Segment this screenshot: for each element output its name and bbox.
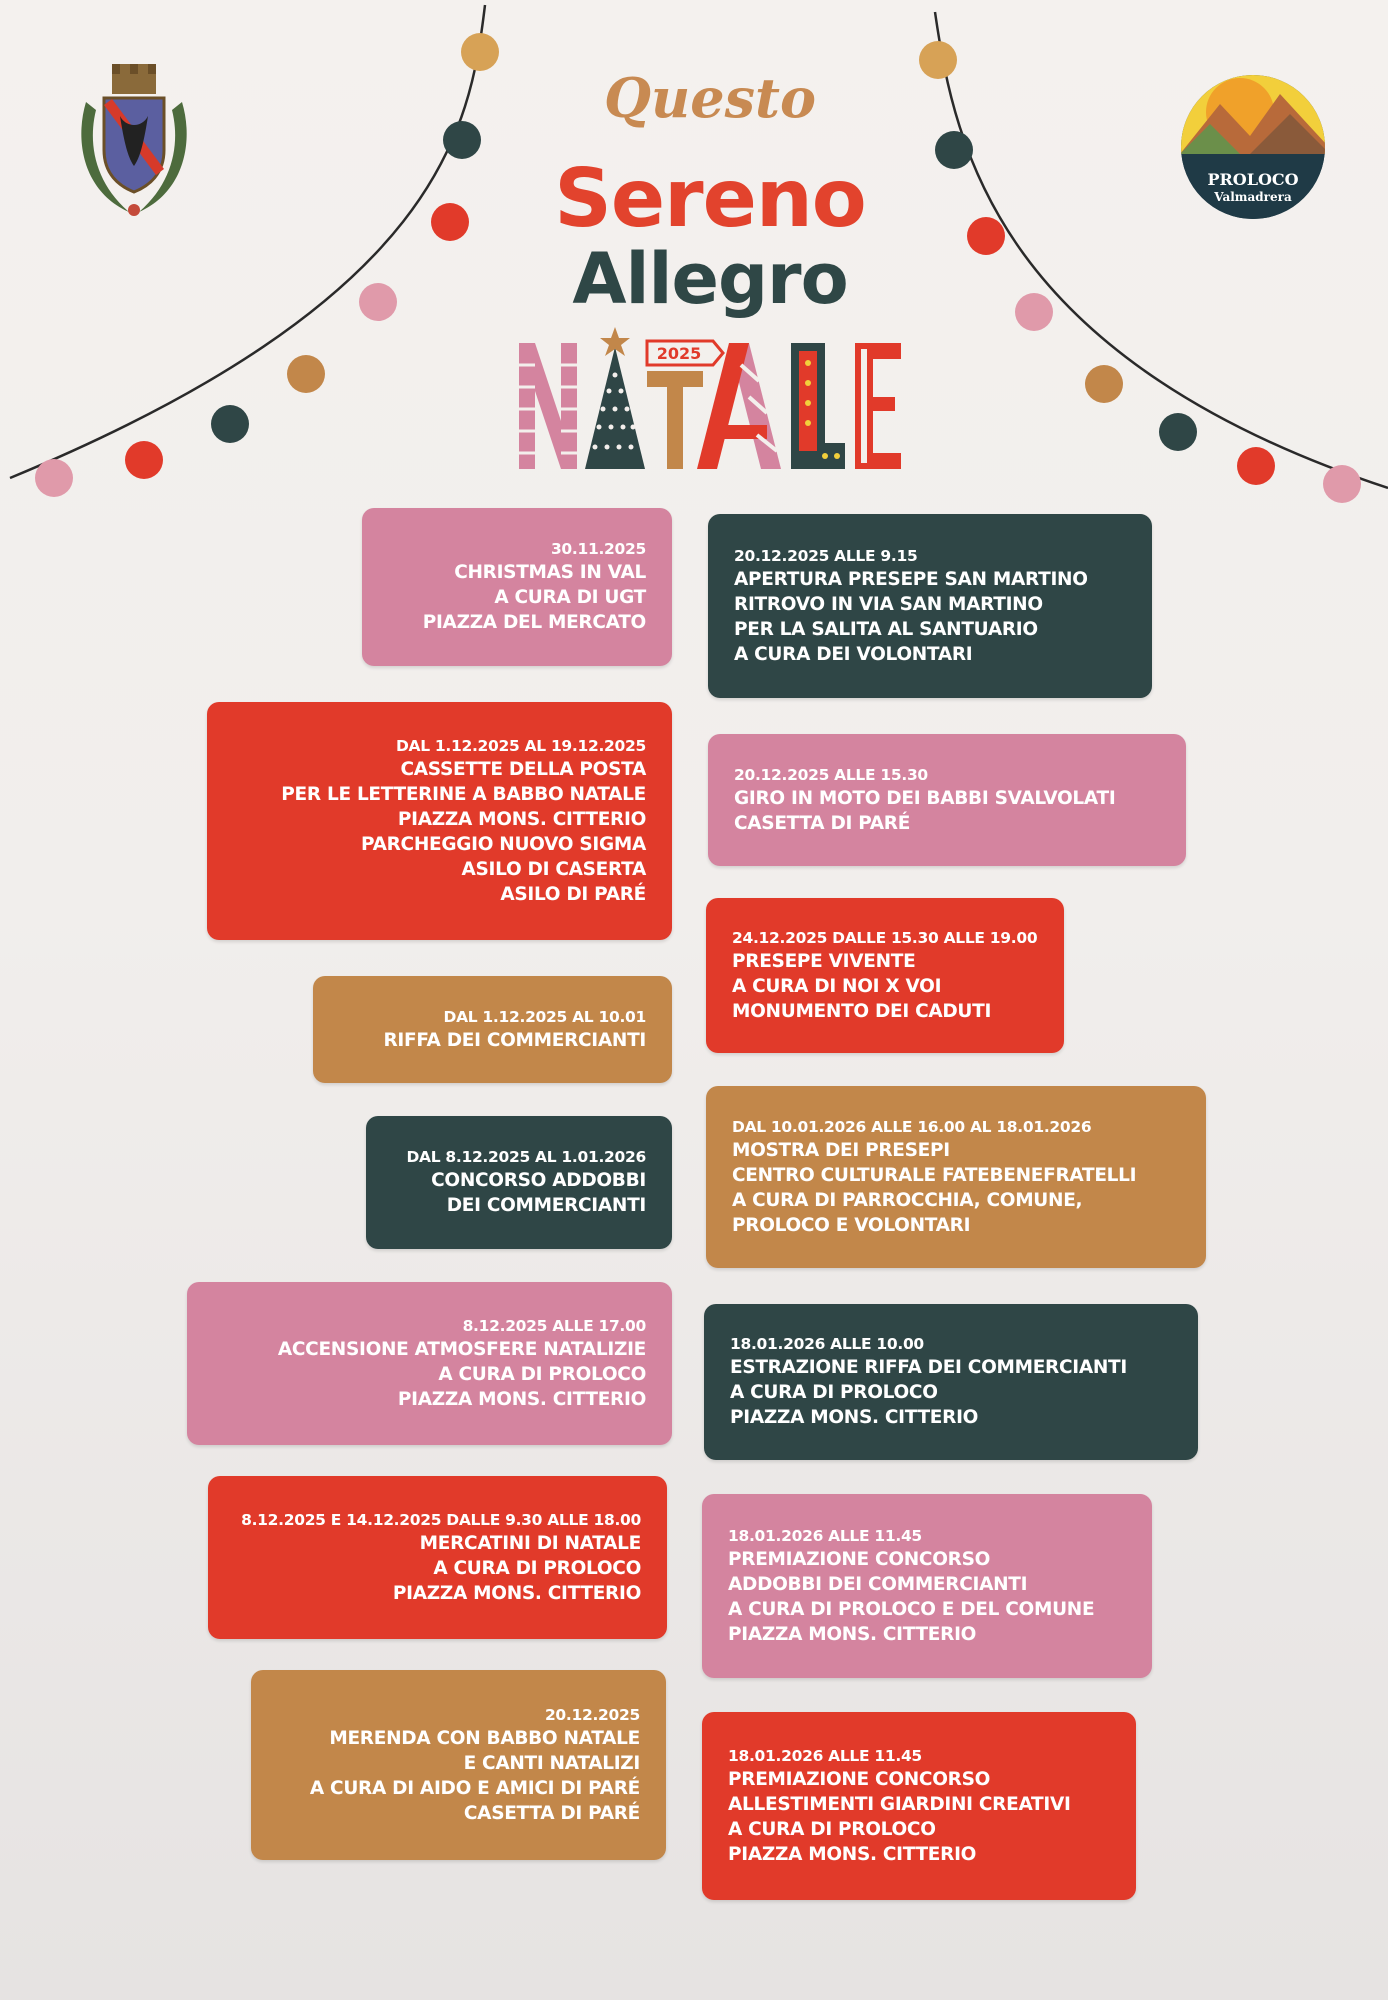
event-line: MONUMENTO DEI CADUTI <box>732 1000 992 1022</box>
event-date: 18.01.2026 ALLE 11.45 <box>728 1526 922 1545</box>
light-bulb <box>461 33 499 71</box>
event-card <box>208 1476 667 1639</box>
event-line: RITROVO IN VIA SAN MARTINO <box>734 593 1043 615</box>
light-bulb <box>125 441 163 479</box>
event-line: ADDOBBI DEI COMMERCIANTI <box>728 1573 1028 1595</box>
event-line: A CURA DI AIDO E AMICI DI PARÉ <box>309 1777 640 1799</box>
title-line-questo: Questo <box>603 66 817 130</box>
light-bulb <box>35 459 73 497</box>
proloco-logo-subtext: Valmadrera <box>1214 190 1292 204</box>
event-date: 18.01.2026 ALLE 11.45 <box>728 1746 922 1765</box>
event-line: PRESEPE VIVENTE <box>732 950 916 972</box>
event-card <box>251 1670 666 1860</box>
event-line: PIAZZA MONS. CITTERIO <box>730 1407 979 1428</box>
event-date: 18.01.2026 ALLE 10.00 <box>730 1335 924 1353</box>
light-bulb <box>443 121 481 159</box>
event-date: DAL 1.12.2025 AL 19.12.2025 <box>395 736 646 755</box>
event-line: DEI COMMERCIANTI <box>446 1195 646 1216</box>
event-line: A CURA DEI VOLONTARI <box>734 643 973 665</box>
event-line: PER LE LETTERINE A BABBO NATALE <box>281 783 646 805</box>
event-line: ALLESTIMENTI GIARDINI CREATIVI <box>728 1793 1071 1815</box>
light-bulb <box>919 41 957 79</box>
event-line: CHRISTMAS IN VAL <box>454 562 646 583</box>
event-line: A CURA DI PARROCCHIA, COMUNE, <box>732 1189 1083 1211</box>
event-card <box>704 1304 1198 1460</box>
event-line: GIRO IN MOTO DEI BABBI SVALVOLATI <box>734 787 1116 809</box>
event-line: PIAZZA MONS. CITTERIO <box>392 1582 641 1604</box>
letter-n <box>519 343 577 469</box>
event-line: PREMIAZIONE CONCORSO <box>728 1768 991 1790</box>
light-bulb <box>211 405 249 443</box>
title-word-natale <box>515 325 905 475</box>
event-date: 20.12.2025 ALLE 9.15 <box>734 546 918 565</box>
event-line: A CURA DI PROLOCO <box>728 1818 936 1840</box>
event-card <box>706 898 1064 1053</box>
title-line-sereno: Sereno <box>554 152 866 245</box>
proloco-logo-text: PROLOCO <box>1207 170 1299 189</box>
event-card <box>366 1116 672 1249</box>
light-bulb <box>1159 413 1197 451</box>
light-bulb <box>1237 447 1275 485</box>
proloco-logo <box>1180 74 1326 220</box>
event-line: A CURA DI NOI X VOI <box>732 975 942 997</box>
event-card <box>706 1086 1206 1268</box>
light-bulb <box>1323 465 1361 503</box>
event-card <box>362 508 672 666</box>
event-line: PIAZZA MONS. CITTERIO <box>728 1843 977 1865</box>
light-bulb <box>1085 365 1123 403</box>
event-line: PIAZZA MONS. CITTERIO <box>397 808 646 830</box>
event-card <box>702 1712 1136 1900</box>
title-year: 2025 <box>656 344 702 363</box>
event-line: A CURA DI PROLOCO <box>730 1382 938 1403</box>
light-bulb <box>431 203 469 241</box>
light-bulb <box>935 131 973 169</box>
event-card <box>708 734 1186 866</box>
event-line: PIAZZA DEL MERCATO <box>422 612 646 633</box>
event-date: 20.12.2025 <box>544 1705 640 1724</box>
event-line: CASETTA DI PARÉ <box>463 1802 640 1824</box>
event-line: MOSTRA DEI PRESEPI <box>732 1139 950 1161</box>
event-date: 30.11.2025 <box>550 540 646 558</box>
event-line: CONCORSO ADDOBBI <box>431 1170 646 1191</box>
light-bulb <box>967 217 1005 255</box>
event-line: PROLOCO E VOLONTARI <box>732 1214 971 1236</box>
letter-t <box>647 371 703 469</box>
event-line: A CURA DI UGT <box>494 587 646 608</box>
event-line: ESTRAZIONE RIFFA DEI COMMERCIANTI <box>730 1357 1127 1378</box>
event-line: PIAZZA MONS. CITTERIO <box>728 1623 977 1645</box>
event-line: APERTURA PRESEPE SAN MARTINO <box>734 568 1088 590</box>
event-date: DAL 1.12.2025 AL 10.01 <box>443 1007 646 1026</box>
event-line: MERCATINI DI NATALE <box>419 1532 641 1554</box>
event-line: PARCHEGGIO NUOVO SIGMA <box>361 833 646 855</box>
event-line: ASILO DI PARÉ <box>500 883 646 905</box>
event-date: DAL 10.01.2026 ALLE 16.00 AL 18.01.2026 <box>732 1117 1092 1136</box>
title-line-allegro: Allegro <box>572 238 848 320</box>
event-date: DAL 8.12.2025 AL 1.01.2026 <box>406 1148 646 1166</box>
event-card <box>187 1282 672 1445</box>
event-line: CASSETTE DELLA POSTA <box>400 758 646 780</box>
event-line: E CANTI NATALIZI <box>463 1752 640 1774</box>
event-line: ASILO DI CASERTA <box>461 858 646 880</box>
light-bulb <box>1015 293 1053 331</box>
event-date: 8.12.2025 E 14.12.2025 DALLE 9.30 ALLE 18.00 <box>241 1510 641 1529</box>
letter-a-tree <box>585 327 645 469</box>
coat-of-arms-icon <box>74 62 194 222</box>
letter-e <box>855 343 901 469</box>
event-line: PER LA SALITA AL SANTUARIO <box>734 618 1038 640</box>
event-card <box>313 976 672 1083</box>
event-line: MERENDA CON BABBO NATALE <box>329 1727 640 1749</box>
event-line: PREMIAZIONE CONCORSO <box>728 1548 991 1570</box>
event-line: ACCENSIONE ATMOSFERE NATALIZIE <box>277 1338 646 1360</box>
event-line: A CURA DI PROLOCO <box>438 1363 646 1385</box>
year-banner <box>647 341 723 365</box>
event-line: CASETTA DI PARÉ <box>734 812 911 834</box>
event-date: 24.12.2025 DALLE 15.30 ALLE 19.00 <box>732 928 1038 947</box>
letter-l <box>791 343 845 469</box>
event-date: 8.12.2025 ALLE 17.00 <box>462 1316 646 1335</box>
event-date: 20.12.2025 ALLE 15.30 <box>734 765 928 784</box>
event-line: A CURA DI PROLOCO E DEL COMUNE <box>728 1598 1095 1620</box>
event-card <box>708 514 1152 698</box>
light-bulb <box>359 283 397 321</box>
event-card <box>702 1494 1152 1678</box>
light-bulb <box>287 355 325 393</box>
event-line: RIFFA DEI COMMERCIANTI <box>383 1029 646 1051</box>
event-line: CENTRO CULTURALE FATEBENEFRATELLI <box>732 1164 1137 1186</box>
letter-a <box>697 343 781 469</box>
event-line: PIAZZA MONS. CITTERIO <box>397 1388 646 1410</box>
event-card <box>207 702 672 940</box>
event-line: A CURA DI PROLOCO <box>433 1557 641 1579</box>
